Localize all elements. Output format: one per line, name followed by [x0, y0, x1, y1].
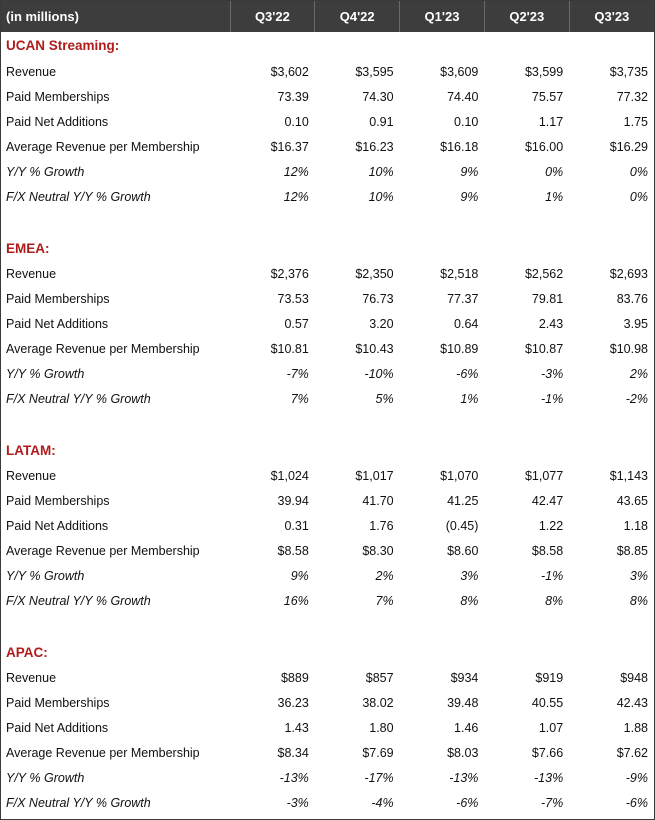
value-cell: 0.64 [454, 316, 479, 331]
row-label: Average Revenue per Membership [6, 543, 200, 558]
value-cell: -7% [540, 795, 564, 810]
section-header-row [1, 235, 654, 261]
table-row [1, 311, 654, 336]
table-row [1, 159, 654, 184]
value-cell: $857 [365, 670, 394, 685]
row-label: Paid Memberships [6, 89, 110, 104]
value-cell: $3,595 [355, 64, 394, 79]
table-row [1, 488, 654, 513]
value-cell: 2% [375, 568, 394, 583]
value-cell: (0.45) [445, 518, 479, 533]
row-label: Paid Memberships [6, 695, 110, 710]
value-cell: $934 [450, 670, 479, 685]
value-cell: $8.58 [277, 543, 309, 558]
value-cell: 1.18 [623, 518, 648, 533]
value-cell: $1,024 [270, 468, 309, 483]
section-title: UCAN Streaming: [6, 38, 120, 53]
header-units-label: (in millions) [1, 1, 230, 32]
value-cell: $2,518 [440, 266, 479, 281]
value-cell: $8.30 [362, 543, 394, 558]
value-cell: -2% [625, 391, 648, 406]
table-row [1, 740, 654, 765]
value-cell: $8.03 [447, 745, 479, 760]
row-label: Revenue [6, 670, 57, 685]
row-label: Paid Net Additions [6, 316, 109, 331]
section-title: LATAM: [6, 442, 56, 458]
section-header-row [1, 437, 654, 463]
value-cell: -3% [286, 795, 309, 810]
header-quarter: Q2'23 [484, 1, 569, 32]
header-row [1, 1, 654, 32]
value-cell: 1.22 [538, 518, 564, 533]
row-label: Paid Memberships [6, 291, 110, 306]
value-cell: -3% [540, 366, 564, 381]
row-label: Average Revenue per Membership [6, 139, 200, 154]
table-row [1, 463, 654, 488]
value-cell: $10.43 [355, 341, 394, 356]
value-cell: 77.32 [616, 89, 648, 104]
value-cell: 12% [283, 189, 309, 204]
row-label: F/X Neutral Y/Y % Growth [6, 593, 151, 608]
value-cell: -1% [540, 568, 564, 583]
row-label: Paid Net Additions [6, 720, 109, 735]
value-cell: 1.75 [623, 114, 648, 129]
value-cell: 73.39 [277, 89, 309, 104]
table-row [1, 286, 654, 311]
value-cell: 1.80 [369, 720, 394, 735]
row-label: Average Revenue per Membership [6, 341, 200, 356]
value-cell: 2.43 [538, 316, 564, 331]
value-cell: 1% [545, 189, 564, 204]
row-label: Paid Net Additions [6, 518, 109, 533]
row-label: Average Revenue per Membership [6, 745, 200, 760]
value-cell: 10% [368, 189, 394, 204]
value-cell: 1.46 [454, 720, 479, 735]
section-title: EMEA: [6, 240, 50, 256]
value-cell: 0% [629, 189, 648, 204]
value-cell: -4% [371, 795, 394, 810]
row-label: Revenue [6, 64, 57, 79]
value-cell: 7% [290, 391, 309, 406]
value-cell: -13% [449, 770, 479, 785]
section-spacer [1, 411, 654, 437]
value-cell: $2,350 [355, 266, 394, 281]
spacer-cell [1, 411, 654, 437]
value-cell: $2,693 [609, 266, 648, 281]
value-cell: $7.66 [531, 745, 564, 760]
value-cell: $7.62 [616, 745, 648, 760]
value-cell: 3.95 [623, 316, 648, 331]
header-quarter: Q4'22 [315, 1, 400, 32]
value-cell: $3,609 [440, 64, 479, 79]
value-cell: $10.81 [270, 341, 309, 356]
value-cell: 3% [629, 568, 648, 583]
section-title: APAC: [6, 644, 48, 660]
value-cell: 9% [460, 164, 479, 179]
value-cell: 8% [545, 593, 564, 608]
row-label: Revenue [6, 468, 57, 483]
table-row [1, 336, 654, 361]
value-cell: 3% [460, 568, 479, 583]
value-cell: $3,602 [270, 64, 309, 79]
table-row [1, 665, 654, 690]
value-cell: 12% [283, 164, 309, 179]
value-cell: $1,017 [355, 468, 394, 483]
table-row [1, 715, 654, 740]
value-cell: 9% [460, 189, 479, 204]
table-row [1, 538, 654, 563]
table-row [1, 690, 654, 715]
value-cell: -7% [286, 366, 309, 381]
value-cell: 76.73 [362, 291, 394, 306]
value-cell: $16.37 [270, 139, 309, 154]
value-cell: 10% [368, 164, 394, 179]
value-cell: 0.57 [284, 316, 309, 331]
value-cell: 0% [545, 164, 564, 179]
value-cell: 0.10 [284, 114, 309, 129]
value-cell: $8.58 [531, 543, 564, 558]
value-cell: $16.23 [355, 139, 394, 154]
value-cell: 1.88 [623, 720, 648, 735]
section-spacer [1, 613, 654, 639]
value-cell: -6% [456, 795, 479, 810]
value-cell: 74.40 [447, 89, 479, 104]
table-row [1, 386, 654, 411]
value-cell: 8% [629, 593, 648, 608]
value-cell: 40.55 [531, 695, 564, 710]
value-cell: 7% [375, 593, 394, 608]
value-cell: $10.89 [440, 341, 479, 356]
value-cell: $8.34 [277, 745, 309, 760]
row-label: Y/Y % Growth [6, 366, 85, 381]
value-cell: 1.17 [538, 114, 564, 129]
value-cell: $889 [280, 670, 309, 685]
table-row [1, 790, 654, 815]
value-cell: 43.65 [616, 493, 648, 508]
value-cell: -6% [456, 366, 479, 381]
value-cell: 0.10 [454, 114, 479, 129]
value-cell: 79.81 [531, 291, 564, 306]
value-cell: 36.23 [277, 695, 309, 710]
row-label: Y/Y % Growth [6, 568, 85, 583]
value-cell: 5% [375, 391, 394, 406]
row-label: Revenue [6, 266, 57, 281]
value-cell: -9% [625, 770, 648, 785]
value-cell: 1.07 [538, 720, 564, 735]
value-cell: -17% [364, 770, 394, 785]
section-spacer [1, 209, 654, 235]
value-cell: $1,070 [440, 468, 479, 483]
value-cell: 9% [290, 568, 309, 583]
row-label: F/X Neutral Y/Y % Growth [6, 795, 151, 810]
value-cell: 0.91 [369, 114, 394, 129]
value-cell: $948 [620, 670, 648, 685]
value-cell: 1.76 [369, 518, 394, 533]
value-cell: $16.29 [609, 139, 648, 154]
value-cell: 42.47 [531, 493, 564, 508]
table-row [1, 361, 654, 386]
value-cell: 0% [629, 164, 648, 179]
spacer-cell [1, 613, 654, 639]
value-cell: 2% [629, 366, 648, 381]
value-cell: $1,143 [609, 468, 648, 483]
table-row [1, 765, 654, 790]
spacer-cell [1, 209, 654, 235]
table-row [1, 261, 654, 286]
value-cell: 1% [460, 391, 479, 406]
value-cell: 41.25 [447, 493, 479, 508]
row-label: Y/Y % Growth [6, 164, 85, 179]
value-cell: 73.53 [277, 291, 309, 306]
value-cell: -13% [534, 770, 564, 785]
value-cell: 38.02 [362, 695, 394, 710]
value-cell: -6% [625, 795, 648, 810]
value-cell: $3,599 [524, 64, 564, 79]
row-label: Paid Memberships [6, 493, 110, 508]
value-cell: $8.85 [616, 543, 648, 558]
section-header-row [1, 32, 654, 59]
section-header-row [1, 639, 654, 665]
header-quarter: Q1'23 [400, 1, 485, 32]
value-cell: 39.94 [277, 493, 309, 508]
table-row [1, 184, 654, 209]
value-cell: $8.60 [447, 543, 479, 558]
value-cell: 0.31 [284, 518, 309, 533]
value-cell: $16.00 [524, 139, 564, 154]
value-cell: $16.18 [440, 139, 479, 154]
value-cell: 39.48 [447, 695, 479, 710]
value-cell: 1.43 [284, 720, 309, 735]
value-cell: 42.43 [616, 695, 648, 710]
table-row [1, 588, 654, 613]
value-cell: 77.37 [447, 291, 479, 306]
value-cell: -1% [540, 391, 564, 406]
value-cell: 41.70 [362, 493, 394, 508]
table-row [1, 109, 654, 134]
table-row [1, 59, 654, 84]
value-cell: 74.30 [362, 89, 394, 104]
value-cell: 8% [460, 593, 479, 608]
header-quarter: Q3'23 [569, 1, 654, 32]
value-cell: 16% [283, 593, 309, 608]
table-row [1, 134, 654, 159]
value-cell: $7.69 [362, 745, 394, 760]
table-row [1, 563, 654, 588]
value-cell: $3,735 [609, 64, 648, 79]
table-row [1, 513, 654, 538]
row-label: F/X Neutral Y/Y % Growth [6, 391, 151, 406]
value-cell: $2,562 [524, 266, 564, 281]
value-cell: $10.87 [524, 341, 564, 356]
value-cell: $2,376 [270, 266, 309, 281]
row-label: Paid Net Additions [6, 114, 109, 129]
value-cell: -10% [364, 366, 394, 381]
header-quarter: Q3'22 [230, 1, 315, 32]
row-label: F/X Neutral Y/Y % Growth [6, 189, 151, 204]
value-cell: -13% [279, 770, 309, 785]
value-cell: $919 [535, 670, 564, 685]
value-cell: 3.20 [369, 316, 394, 331]
value-cell: $10.98 [609, 341, 648, 356]
value-cell: $1,077 [524, 468, 564, 483]
row-label: Y/Y % Growth [6, 770, 85, 785]
table-body [1, 32, 654, 815]
table-row [1, 84, 654, 109]
value-cell: 75.57 [531, 89, 564, 104]
regional-metrics-table [1, 1, 654, 815]
value-cell: 83.76 [616, 291, 648, 306]
